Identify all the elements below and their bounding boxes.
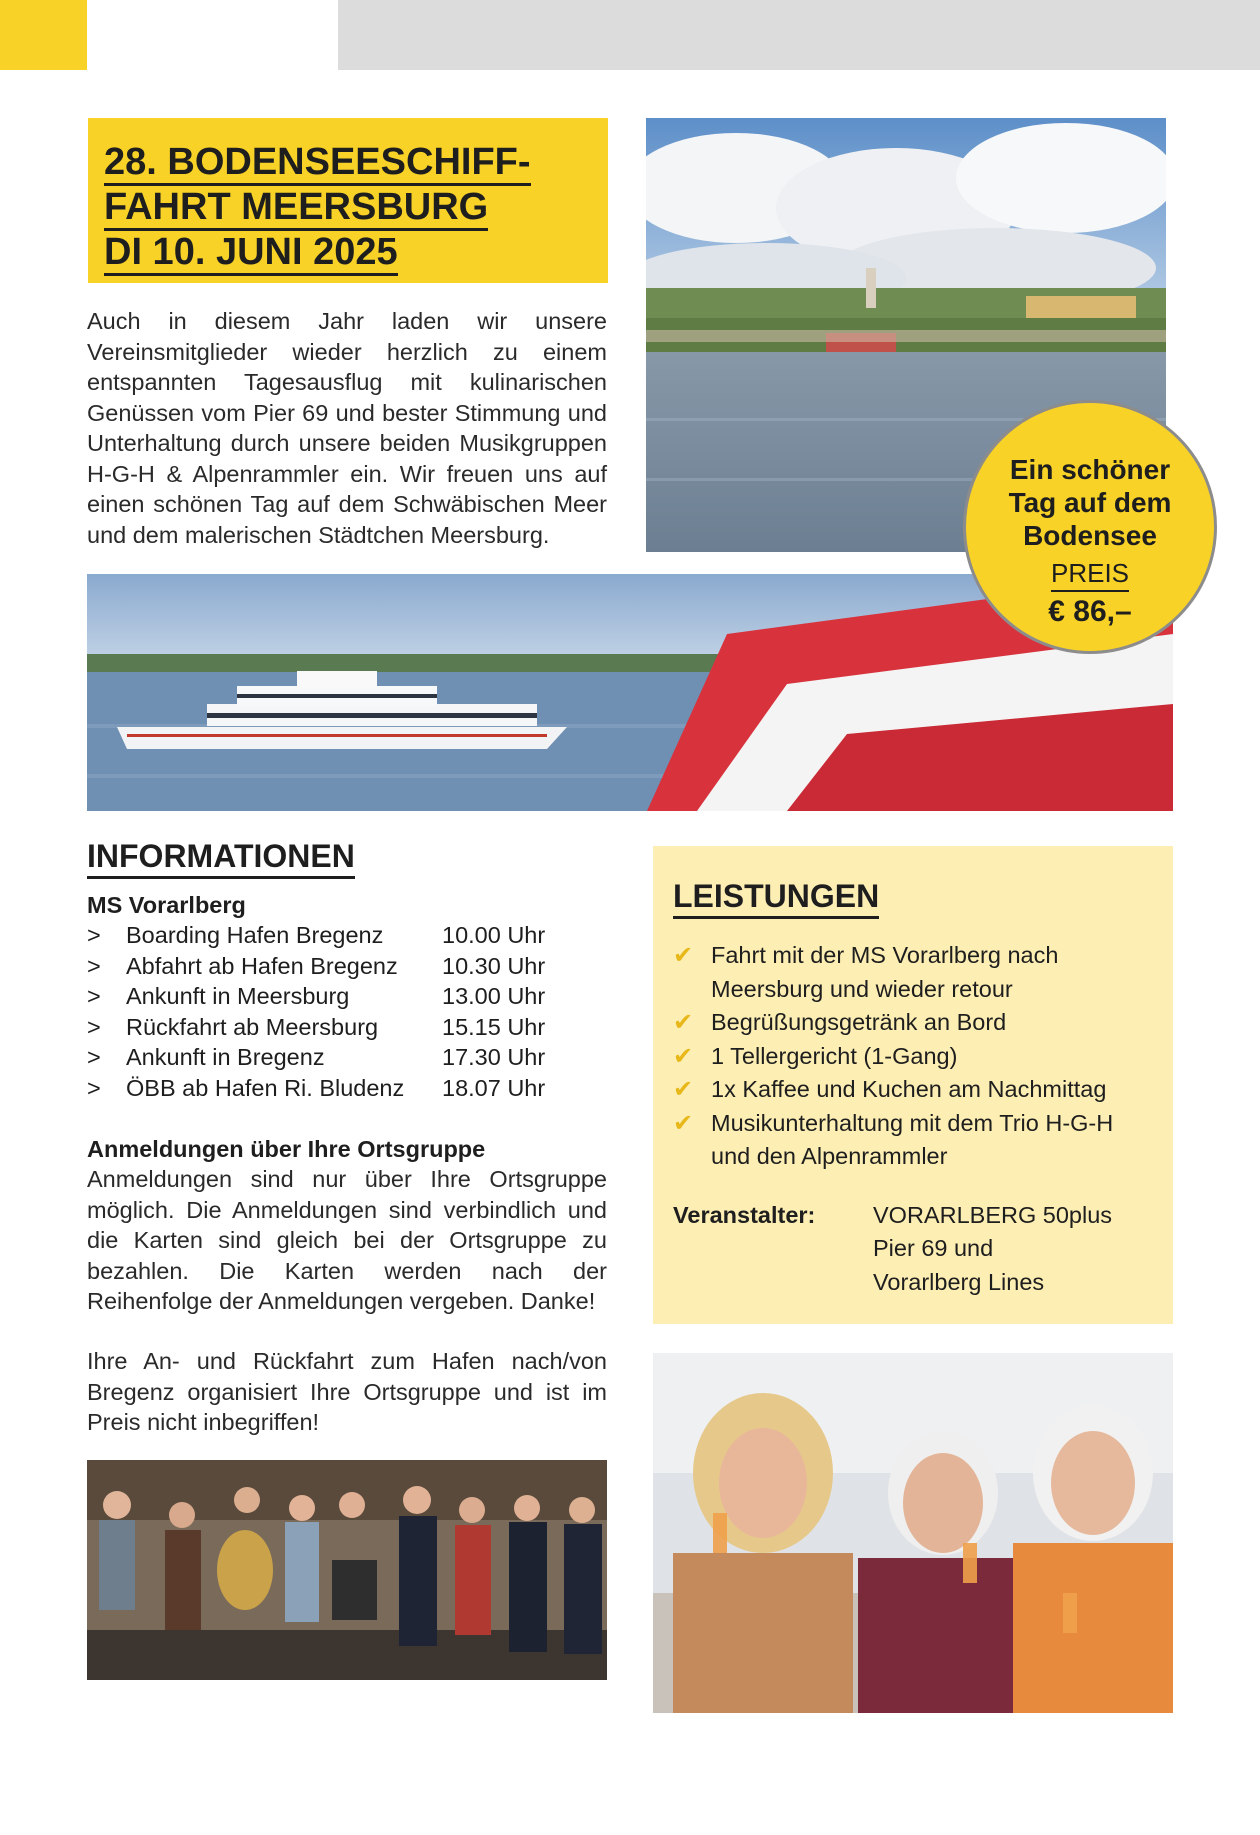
info-heading: INFORMATIONEN [87,836,355,879]
schedule-marker: > [87,1074,101,1101]
organizer [673,1199,1153,1300]
organizer-value [873,1199,1112,1300]
guests-photo [653,1353,1173,1713]
schedule-marker: > [87,983,101,1009]
ship-name: MS Vorarlberg [87,892,246,918]
services-box [653,846,1173,1324]
schedule-label: Ankunft in Bregenz [126,1044,325,1070]
service-text: Musikunterhaltung mit dem Trio H-G-H und den Alpenrammler [711,1109,1114,1169]
schedule-time: 17.30 Uhr [442,1044,546,1070]
schedule-marker: > [87,922,101,948]
header-accent-bar [0,0,87,70]
schedule-row [87,1073,582,1104]
title-line-2: FAHRT MEERSBURG [104,186,488,231]
check-icon: ✔ [673,1109,694,1137]
schedule-label: Rückfahrt ab Meersburg [126,1013,379,1040]
price-label: PREIS [1051,556,1129,592]
check-icon: ✔ [673,1042,694,1070]
schedule-marker: > [87,952,101,979]
check-icon: ✔ [673,942,694,969]
organizer-line-1: VORARLBERG 50plus [873,1201,1113,1228]
schedule-time: 13.00 Uhr [442,983,546,1009]
badge-line-1: Ein schöner [1009,454,1171,485]
service-item [673,1107,1153,1174]
service-item [673,1040,1153,1074]
badge-line-2: Tag auf dem [1008,487,1172,518]
price-value: € 86,– [1048,595,1132,628]
price-badge [963,400,1217,654]
schedule-row [87,920,582,951]
schedule-row [87,951,582,982]
schedule-row [87,981,582,1012]
schedule-time: 18.07 Uhr [442,1074,546,1101]
event-title-box [88,118,608,283]
service-item [673,1073,1153,1107]
organizer-label: Veranstalter: [673,1201,816,1228]
schedule-time: 10.30 Uhr [442,952,546,979]
registration-text: Anmeldungen sind nur über Ihre Ortsgruppe möglich. Die Anmeldungen sind verbindlich und die Karten sind gleich bei der Ortsgruppe zu bezahlen. Die Karten werden nach der Reihenfolge der Anmeldungen vergeben. Danke! [87,1166,607,1314]
organizer-line-3: Vorarlberg Lines [873,1268,1045,1295]
schedule-time: 10.00 Uhr [442,922,546,948]
service-text: 1 Tellergericht (1-Gang) [711,1042,958,1069]
schedule-list [87,920,582,1103]
registration-heading: Anmeldungen über Ihre Ortsgruppe [87,1136,486,1162]
organizer-line-2: Pier 69 und [873,1235,994,1261]
travel-note: Ihre An- und Rückfahrt zum Hafen nach/von Bregenz organisiert Ihre Ortsgruppe und ist im Preis nicht inbegriffen! [87,1348,607,1435]
schedule-row [87,1042,582,1073]
schedule-label: Ankunft in Meersburg [126,983,350,1009]
schedule-label: ÖBB ab Hafen Ri. Bludenz [126,1074,405,1101]
header-bar [338,0,1260,70]
schedule-label: Boarding Hafen Bregenz [126,922,384,948]
schedule-marker: > [87,1013,101,1040]
title-line-1: 28. BODENSEESCHIFF- [104,141,531,186]
service-item [673,1006,1153,1040]
schedule-row [87,1012,582,1043]
schedule-marker: > [87,1044,101,1070]
service-text: Begrüßungsgetränk an Bord [711,1009,1007,1035]
title-line-3: DI 10. JUNI 2025 [104,231,398,276]
service-text: Fahrt mit der MS Vorarlberg nach Meersburg und wieder retour [711,942,1059,1002]
check-icon: ✔ [673,1076,694,1103]
service-text: 1x Kaffee und Kuchen am Nachmittag [711,1076,1107,1102]
band-photo [87,1460,607,1680]
schedule-label: Abfahrt ab Hafen Bregenz [126,952,398,979]
intro-text: Auch in diesem Jahr laden wir unsere Vereinsmitglieder wieder herzlich zu einem entspannten Tagesausflug mit kulinarischen Genüssen vom Pier 69 und bester Stimmung und Unterhaltung durch unsere beiden Musikgruppen H-G-H & Alpenrammler ein. Wir freuen uns auf einen schönen Tag auf dem Schwäbischen Meer und dem malerischen Städtchen Meersburg. [87,308,607,548]
service-item [673,939,1153,1006]
check-icon: ✔ [673,1009,694,1036]
badge-line-3: Bodensee [1023,520,1157,551]
services-heading: LEISTUNGEN [673,876,879,919]
schedule-time: 15.15 Uhr [442,1013,546,1040]
